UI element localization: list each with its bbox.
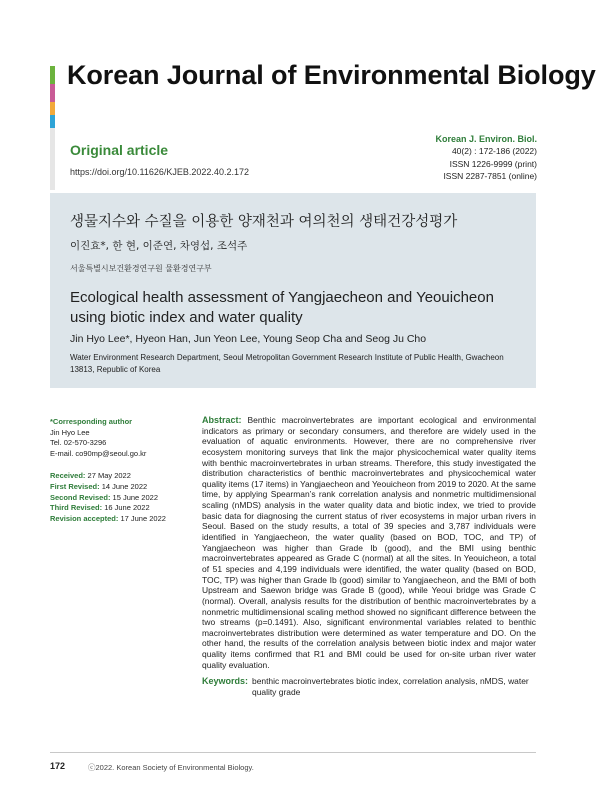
- issn-print: ISSN 1226-9999 (print): [449, 158, 537, 169]
- corresponding-author-name: Jin Hyo Lee: [50, 427, 90, 437]
- color-bar-orange: [50, 102, 55, 115]
- date-second-revised: Second Revised: 15 June 2022: [50, 492, 158, 502]
- color-bar-blue: [50, 115, 55, 128]
- author-info-sidebar: [50, 417, 190, 524]
- english-authors: Jin Hyo Lee*, Hyeon Han, Jun Yeon Lee, Young Seop Cha and Seog Ju Cho: [70, 333, 427, 345]
- journal-color-bar: [50, 66, 55, 190]
- corresponding-author-email[interactable]: E-mail. co90mp@seoul.go.kr: [50, 448, 147, 458]
- volume-pages: 40(2) : 172-186 (2022): [451, 146, 537, 157]
- abstract-text: Benthic macroinvertebrates are important ecological and environmental indicators as primary or secondary consumers, and therefore are widely used in the evaluation of aquatic environments. However, there are no comprehensive river ecosystem monitoring surveys that link the major physicochemical water quality items with benthic macroinvertebrates in urban streams. Therefore, this study investigated the distribution characteristics of benthic macroinvertebrates and physicochemical water quality items (17 items) in Yangjaecheon and Yeouicheon from 2019 to 2020. At the same time, by applying Spearman’s rank correlation analysis and nonmetric multidimensional scaling (nMDS) analysis in the water quality data and biotic index, we tried to provide basic data for diagnosing the current status of river ecosystems in major urban rivers in Seoul. Based on the study results, a total of 39 species and 3,787 individuals were identified in Yangjaecheon, the water quality (based on BOD, TOC, and TP) of Yangjaecheon was higher than Grade Ib (good), and the BMI using benthic macroinvertebrates appeared as Grade C (normal) at all the sites. In Yeouicheon, a total of 51 species and 4,199 individuals were identified, the water quality (based on BOD, TOC, TP) was higher than Grade Ib (good) similar to Yangjaecheon, and the BMI of both Upstream and Saewon bridge was Grade B (good), while Yeoui bridge was Grade C (normal). Overall, analysis results for the distribution of benthic macroinvertebrates by a nonmetric multidimensional scaling method showed no significant difference between the two streams (p=0.1491). Also, significant environmental variables related to benthic macroinvertebrates distribution were determined as water temperature and DO. On the other hand, the results of the correlation analysis between biotic index and major water quality items confirmed that R1 and BMI could be used for on-site urban river water quality evaluation.: [202, 415, 536, 670]
- issn-online: ISSN 2287-7851 (online): [443, 171, 537, 182]
- abstract: [202, 415, 536, 670]
- date-third-revised: Third Revised: 16 June 2022: [50, 503, 150, 513]
- doi-link[interactable]: https://doi.org/10.11626/KJEB.2022.40.2.172: [70, 167, 249, 177]
- date-revision-accepted: Revision accepted: 17 June 2022: [50, 513, 166, 523]
- korean-authors: 이진효*, 한 현, 이준연, 차영섭, 조석주: [70, 240, 248, 252]
- citation-info: [435, 133, 537, 183]
- journal-title: Korean Journal of Environmental Biology: [67, 60, 596, 90]
- copyright-notice: ⓒ2022. Korean Society of Environmental Biology.: [88, 763, 254, 772]
- date-first-revised: First Revised: 14 June 2022: [50, 481, 148, 491]
- korean-title: 생물지수와 수질을 이용한 양재천과 여의천의 생태건강성평가: [70, 214, 458, 230]
- corresponding-author-label: *Corresponding author: [50, 417, 133, 426]
- english-affiliation: Water Environment Research Department, Seoul Metropolitan Government Research Institute of Public Health, Gwacheon 13813, Republic of Korea: [70, 353, 504, 374]
- footer-divider: [50, 752, 536, 753]
- english-title: Ecological health assessment of Yangjaecheon and Yeouicheon using biotic index and water quality: [70, 289, 494, 326]
- keywords: [202, 676, 536, 698]
- color-bar-green: [50, 66, 55, 84]
- color-bar-grey: [50, 128, 55, 190]
- journal-abbreviation: Korean J. Environ. Biol.: [435, 134, 537, 144]
- keywords-text: benthic macroinvertebrates biotic index, correlation analysis, nMDS, water quality grade: [252, 676, 529, 697]
- corresponding-author-tel: Tel. 02-570-3296: [50, 438, 107, 448]
- keywords-label: Keywords:: [202, 676, 249, 686]
- article-type: Original article: [70, 142, 169, 158]
- date-received: Received: 27 May 2022: [50, 471, 131, 481]
- color-bar-pink: [50, 84, 55, 102]
- korean-affiliation: 서울특별시보건환경연구원 물환경연구부: [70, 264, 212, 273]
- page-number: 172: [50, 761, 66, 771]
- abstract-label: Abstract:: [202, 415, 242, 425]
